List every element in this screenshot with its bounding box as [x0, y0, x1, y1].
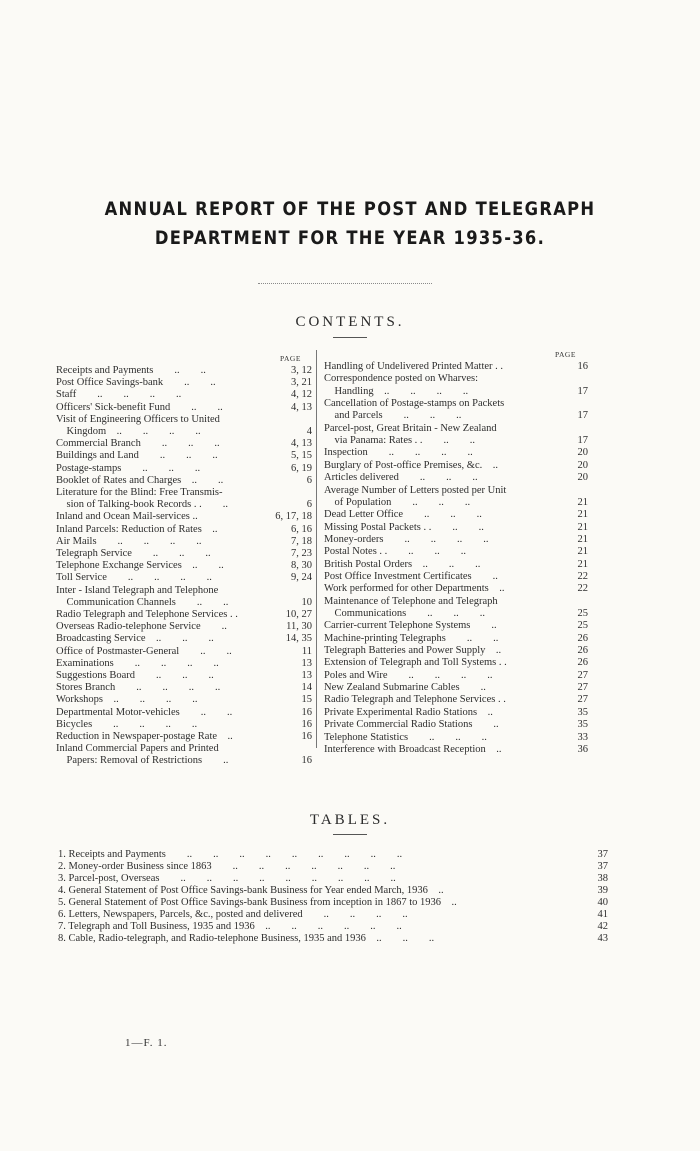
tables-heading-rule — [333, 834, 367, 835]
contents-entry-label: Air Mails .. .. .. .. — [56, 535, 202, 547]
contents-entry-page: 13 — [301, 670, 312, 681]
table-entry-label: 8. Cable, Radio-telegraph, and Radio-telephone Business, 1935 and 1936 .. .. .. — [58, 933, 435, 944]
contents-entry-page: 27 — [577, 682, 588, 694]
contents-entry-page: 21 — [577, 558, 588, 570]
table-entry-label: 7. Telegraph and Toll Business, 1935 and 1936 .. .. .. .. .. .. — [58, 921, 402, 932]
contents-entry-page: 16 — [301, 731, 312, 742]
contents-heading-rule — [333, 337, 367, 338]
contents-entry-page: 4, 12 — [291, 389, 312, 401]
contents-entry-label: Radio Telegraph and Telephone Services . . — [56, 609, 238, 620]
contents-entry-page: 21 — [577, 546, 588, 558]
contents-entry-page: 26 — [577, 632, 588, 644]
contents-entry-label: Workshops .. .. .. .. — [56, 694, 198, 706]
table-entry-label: 3. Parcel-post, Overseas .. .. .. .. .. .. .. .. .. — [58, 873, 396, 884]
contents-entry-label: Correspondence posted on Wharves: — [324, 373, 479, 385]
contents-entry-page: 22 — [577, 570, 588, 582]
contents-entry-page: 10, 27 — [285, 609, 312, 620]
contents-entry-label: Overseas Radio-telephone Service .. — [56, 621, 227, 633]
table-entry-page: 37 — [597, 849, 608, 860]
contents-entry-page: 26 — [577, 657, 588, 669]
contents-entry-label: Receipts and Payments .. .. — [56, 365, 206, 376]
contents-entry-page: 25 — [577, 620, 588, 632]
contents-entry-label: Parcel-post, Great Britain - New Zealand — [324, 422, 497, 434]
contents-entry-page: 8, 30 — [291, 560, 312, 572]
table-entry-label: 6. Letters, Newspapers, Parcels, &c., posted and delivered .. .. .. .. — [58, 909, 408, 920]
contents-entry-page: 20 — [577, 472, 588, 484]
contents-entry-label: Machine-printing Telegraphs .. .. — [324, 632, 499, 644]
contents-entry-page: 9, 24 — [291, 572, 312, 584]
contents-entry-label: Inspection .. .. .. .. — [324, 447, 473, 459]
contents-entry-label: Booklet of Rates and Charges .. .. — [56, 474, 224, 486]
contents-entry-label: Kingdom .. .. .. .. — [56, 426, 201, 437]
contents-entry-page: 16 — [301, 755, 312, 767]
contents-entry-page: 26 — [577, 645, 588, 657]
contents-entry-label: Radio Telegraph and Telephone Services . . — [324, 694, 506, 706]
contents-entry-page: 21 — [577, 496, 588, 508]
table-entry-page: 39 — [597, 885, 608, 896]
contents-entry-page: 11, 30 — [286, 621, 312, 633]
table-entry — [58, 932, 608, 945]
contents-entry-page: 33 — [577, 731, 588, 743]
contents-entry-label: Postal Notes . . .. .. .. — [324, 546, 467, 558]
contents-entry-label: Stores Branch .. .. .. .. — [56, 682, 221, 694]
contents-entry-label: Telegraph Batteries and Power Supply .. — [324, 645, 502, 657]
contents-entry-page: 7, 23 — [291, 548, 312, 559]
contents-entry-label: Inter - Island Telegraph and Telephone — [56, 584, 219, 596]
contents-entry-label: and Parcels .. .. .. — [324, 410, 462, 422]
contents-entry-page: 6, 19 — [291, 462, 312, 474]
contents-entry-page: 3, 21 — [291, 377, 312, 389]
contents-entry-label: Articles delivered .. .. .. — [324, 472, 478, 484]
contents-entry-label: Bicycles .. .. .. .. — [56, 718, 198, 730]
contents-entry-page: 21 — [577, 521, 588, 533]
contents-entry-label: Toll Service .. .. .. .. — [56, 572, 212, 584]
table-entry-page: 43 — [597, 933, 608, 944]
contents-entry-label: Cancellation of Postage-stamps on Packets — [324, 398, 505, 410]
contents-entry-label: Interference with Broadcast Reception .. — [324, 743, 502, 755]
contents-entry-page: 21 — [577, 509, 588, 521]
contents-entry-label: Private Experimental Radio Stations .. — [324, 706, 493, 718]
contents-entry-page: 25 — [577, 608, 588, 619]
contents-entry-label: Telegraph Service .. .. .. — [56, 548, 211, 559]
contents-entry-page: 16 — [577, 361, 588, 372]
contents-entry-page: 14, 35 — [285, 633, 312, 645]
contents-entry-label: New Zealand Submarine Cables .. — [324, 682, 486, 694]
contents-column-divider — [316, 350, 317, 748]
contents-entry-page: 4 — [306, 426, 312, 437]
contents-entry-label: Private Commercial Radio Stations .. — [324, 719, 499, 731]
contents-entry-label: sion of Talking-book Records . . .. — [56, 499, 229, 511]
contents-entry-label: Post Office Investment Certificates .. — [324, 570, 498, 582]
contents-entry-page: 6 — [306, 474, 312, 486]
contents-entry-label: Reduction in Newspaper-postage Rate .. — [56, 731, 233, 742]
contents-entry-label: Inland Parcels: Reduction of Rates .. — [56, 523, 218, 535]
contents-entry-label: Departmental Motor-vehicles .. .. — [56, 706, 233, 718]
contents-entry-page: 22 — [577, 583, 588, 595]
contents-entry-label: Communications .. .. .. — [324, 608, 485, 619]
table-entry-page: 41 — [597, 909, 608, 920]
contents-entry-label: Work performed for other Departments .. — [324, 583, 505, 595]
report-title-line-1: ANNUAL REPORT OF THE POST AND TELEGRAPH — [104, 198, 596, 220]
contents-entry-label: Communication Channels .. .. — [56, 596, 229, 608]
contents-entry-label: of Population .. .. .. — [324, 496, 471, 508]
contents-entry-page: 11 — [301, 645, 312, 657]
contents-entry-page: 6, 17, 18 — [275, 511, 312, 523]
table-entry-page: 38 — [597, 873, 608, 884]
contents-entry-label: Handling .. .. .. .. — [324, 385, 469, 397]
contents-heading: CONTENTS. — [295, 314, 405, 330]
contents-entry-page: 17 — [577, 385, 588, 397]
contents-entry-label: Staff .. .. .. .. — [56, 389, 182, 401]
contents-entry-label: Poles and Wire .. .. .. .. — [324, 669, 493, 681]
contents-entry-label: British Postal Orders .. .. .. — [324, 558, 481, 570]
contents-entry-label: Office of Postmaster-General .. .. — [56, 645, 232, 657]
contents-entry-page: 36 — [577, 743, 588, 755]
contents-entry-label: Inland and Ocean Mail-services .. — [56, 511, 198, 523]
table-entry-label: 5. General Statement of Post Office Savings-bank Business from inception in 1867 to 1936 .. — [58, 897, 457, 908]
right-page-column-label: PAGE — [555, 350, 576, 359]
contents-entry-label: Visit of Engineering Officers to United — [56, 413, 220, 425]
contents-entry-page: 27 — [577, 669, 588, 681]
contents-entry-page: 20 — [577, 459, 588, 471]
contents-entry-page: 17 — [577, 410, 588, 422]
contents-entry-page: 16 — [301, 718, 312, 730]
contents-entry-label: Carrier-current Telephone Systems .. — [324, 620, 497, 632]
contents-entry-label: Suggestions Board .. .. .. — [56, 670, 214, 681]
contents-entry-page: 4, 13 — [291, 438, 312, 450]
contents-entry-page: 20 — [577, 447, 588, 459]
page-footer: 1—F. 1. — [125, 1037, 168, 1049]
contents-entry-label: Papers: Removal of Restrictions .. — [56, 755, 229, 767]
contents-entry-page: 3, 12 — [291, 365, 312, 376]
contents-entry-label: Telephone Exchange Services .. .. — [56, 560, 224, 572]
decorative-rule — [258, 283, 432, 284]
contents-entry-label: Officers' Sick-benefit Fund .. .. — [56, 401, 223, 413]
contents-entry-label: Burglary of Post-office Premises, &c. .. — [324, 459, 499, 471]
contents-entry-page: 10 — [301, 596, 312, 608]
contents-entry-label: Commercial Branch .. .. .. — [56, 438, 220, 450]
contents-entry-label: Literature for the Blind: Free Transmis- — [56, 487, 223, 498]
contents-entry-label: Money-orders .. .. .. .. — [324, 533, 489, 545]
contents-entry-page: 6, 16 — [291, 523, 312, 535]
table-entry-page: 37 — [597, 861, 608, 872]
contents-entry-label: Postage-stamps .. .. .. — [56, 462, 201, 474]
contents-entry-page: 35 — [577, 706, 588, 718]
tables-heading: TABLES. — [309, 812, 391, 828]
contents-entry-label: Post Office Savings-bank .. .. — [56, 377, 216, 389]
contents-entry-label: Inland Commercial Papers and Printed — [56, 743, 219, 755]
contents-entry-label: Missing Postal Packets . . .. .. — [324, 521, 484, 533]
table-entry-label: 2. Money-order Business since 1863 .. .. .. .. .. .. .. — [58, 861, 396, 872]
contents-entry-label: Average Number of Letters posted per Unit — [324, 484, 507, 496]
table-entry-page: 42 — [597, 921, 608, 932]
contents-entry-label: Buildings and Land .. .. .. — [56, 450, 218, 462]
contents-entry-label: via Panama: Rates . . .. .. — [324, 435, 476, 447]
contents-entry-page: 13 — [301, 657, 312, 669]
report-title-line-2: DEPARTMENT FOR THE YEAR 1935-36. — [154, 227, 546, 249]
contents-entry-page: 16 — [301, 706, 312, 718]
contents-entry-page: 15 — [301, 694, 312, 706]
contents-entry-label: Extension of Telegraph and Toll Systems . . — [324, 657, 507, 669]
contents-entry-page: 4, 13 — [291, 401, 312, 413]
contents-entry-page: 7, 18 — [291, 535, 312, 547]
contents-entry-label: Examinations .. .. .. .. — [56, 657, 219, 669]
contents-entry-page: 14 — [301, 682, 312, 694]
contents-entry-page: 21 — [577, 533, 588, 545]
contents-entry-page: 5, 15 — [291, 450, 312, 462]
contents-entry-label: Maintenance of Telephone and Telegraph — [324, 595, 498, 607]
contents-entry-label: Handling of Undelivered Printed Matter . . — [324, 361, 504, 372]
contents-entry-page: 35 — [577, 719, 588, 731]
left-page-column-label: PAGE — [280, 354, 301, 363]
contents-entry-page: 6 — [306, 499, 312, 511]
contents-entry-label: Telephone Statistics .. .. .. — [324, 731, 487, 743]
table-entry-label: 1. Receipts and Payments .. .. .. .. .. .. .. .. .. — [58, 849, 403, 860]
contents-entry-page: 17 — [577, 435, 588, 447]
table-entry-label: 4. General Statement of Post Office Savings-bank Business for Year ended March, 1936 .. — [58, 885, 444, 896]
table-entry-page: 40 — [597, 897, 608, 908]
contents-entry-label: Dead Letter Office .. .. .. — [324, 509, 482, 521]
contents-entry-page: 27 — [577, 694, 588, 706]
contents-entry-label: Broadcasting Service .. .. .. — [56, 633, 214, 645]
